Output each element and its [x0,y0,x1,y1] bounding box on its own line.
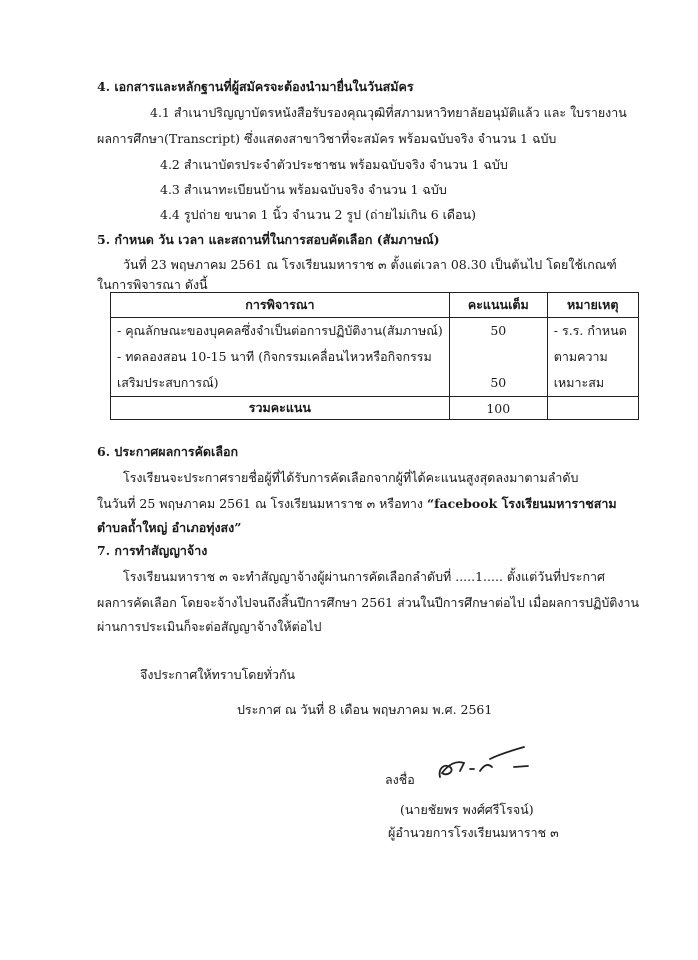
section4-heading: 4. เอกสารและหลักฐานที่ผู้สมัครจะต้องนำมายื่นในวันสมัคร [97,79,414,94]
section4-item1-line2: ผลการศึกษา(Transcript) ซึ่งแสดงสาขาวิชาที่จะสมัคร พร้อมฉบับจริง จำนวน 1 ฉบับ [97,131,557,146]
score-value [456,344,541,370]
score-cell [449,318,547,397]
section5-heading: 5. กำหนด วัน เวลา และสถานที่ในการสอบคัดเลือก (สัมภาษณ์) [97,232,440,247]
remark-line: เหมาะสม [553,375,605,390]
table-row [111,318,639,397]
section4-item3: 4.3 สำเนาทะเบียนบ้าน พร้อมฉบับจริง จำนวน 1 ฉบับ [160,182,447,197]
remarks-cell [547,318,638,397]
signature-image [432,743,532,788]
signer-name: (นายชัยพร พงศ์ศรีโรจน์) [400,802,534,817]
criteria-item: - ทดลองสอน 10-15 นาที (กิจกรรมเคลื่อนไหวหรือกิจกรรม [117,349,432,364]
section6-line1: โรงเรียนจะประกาศรายชื่อผู้ที่ได้รับการคัดเลือกจากผู้ที่ได้คะแนนสูงสุดลงมาตามลำดับ [123,470,579,485]
header-full-score: คะแนนเต็ม [449,293,547,318]
section7-line2: ผลการคัดเลือก โดยจะจ้างไปจนถึงสิ้นปีการศึกษา 2561 ส่วนในปีการศึกษาต่อไป เมื่อผลการปฏิบัติงาน [97,595,640,610]
criteria-item: เสริมประสบการณ์) [117,375,219,390]
section6-line3: ตำบลถ้ำใหญ่ อำเภอทุ่งสง” [97,520,242,535]
section5-para-line1: วันที่ 23 พฤษภาคม 2561 ณ โรงเรียนมหาราช ๓ ตั้งแต่เวลา 08.30 เป็นต้นไป โดยใช้เกณฑ์ [123,257,617,272]
remark-line: - ร.ร. กำหนด [553,323,627,338]
section5-para-line2: ในการพิจารณา ดังนี้ [97,277,208,292]
criteria-table [110,292,639,420]
section4-item1-line1: 4.1 สำเนาปริญญาบัตรหนังสือรับรองคุณวุฒิที่สภามหาวิทยาลัยอนุมัติแล้ว และ ใบรายงาน [150,105,627,120]
header-remarks: หมายเหตุ [547,293,638,318]
criteria-cell [111,318,450,397]
closing-date: ประกาศ ณ วันที่ 8 เดือน พฤษภาคม พ.ศ. 2561 [237,702,493,717]
criteria-item: - คุณลักษณะของบุคคลซึ่งจำเป็นต่อการปฏิบัติงาน(สัมภาษณ์) [117,323,443,338]
closing-announce: จึงประกาศให้ทราบโดยทั่วกัน [140,667,296,682]
table-header-row [111,293,639,318]
total-score: 100 [449,397,547,420]
facebook-page-name: “facebook โรงเรียนมหาราชสาม [426,496,617,511]
table-total-row [111,397,639,420]
sign-label: ลงชื่อ [385,772,415,787]
section7-line1: โรงเรียนมหาราช ๓ จะทำสัญญาจ้างผู้ผ่านการคัดเลือกลำดับที่ .....1..... ตั้งแต่วันที่ประกาศ [123,569,605,584]
section7-heading: 7. การทำสัญญาจ้าง [97,543,208,558]
header-criteria: การพิจารณา [111,293,450,318]
section6-line2-text: ในวันที่ 25 พฤษภาคม 2561 ณ โรงเรียนมหาราช ๓ หรือทาง [97,496,427,511]
section7-line3: ผ่านการประเมินก็จะต่อสัญญาจ้างให้ต่อไป [97,619,322,634]
section6-line2 [97,494,617,514]
section4-item2: 4.2 สำเนาบัตรประจำตัวประชาชน พร้อมฉบับจริง จำนวน 1 ฉบับ [160,157,508,172]
score-value: 50 [490,323,507,338]
section6-heading: 6. ประกาศผลการคัดเลือก [97,444,239,459]
remark-line: ตามความ [553,349,608,364]
total-label: รวมคะแนน [111,397,450,420]
section4-item4: 4.4 รูปถ่าย ขนาด 1 นิ้ว จำนวน 2 รูป (ถ่ายไม่เกิน 6 เดือน) [160,207,476,222]
signer-position: ผู้อำนวยการโรงเรียนมหาราช ๓ [388,825,559,840]
score-value: 50 [490,375,507,390]
total-remarks [547,397,638,420]
